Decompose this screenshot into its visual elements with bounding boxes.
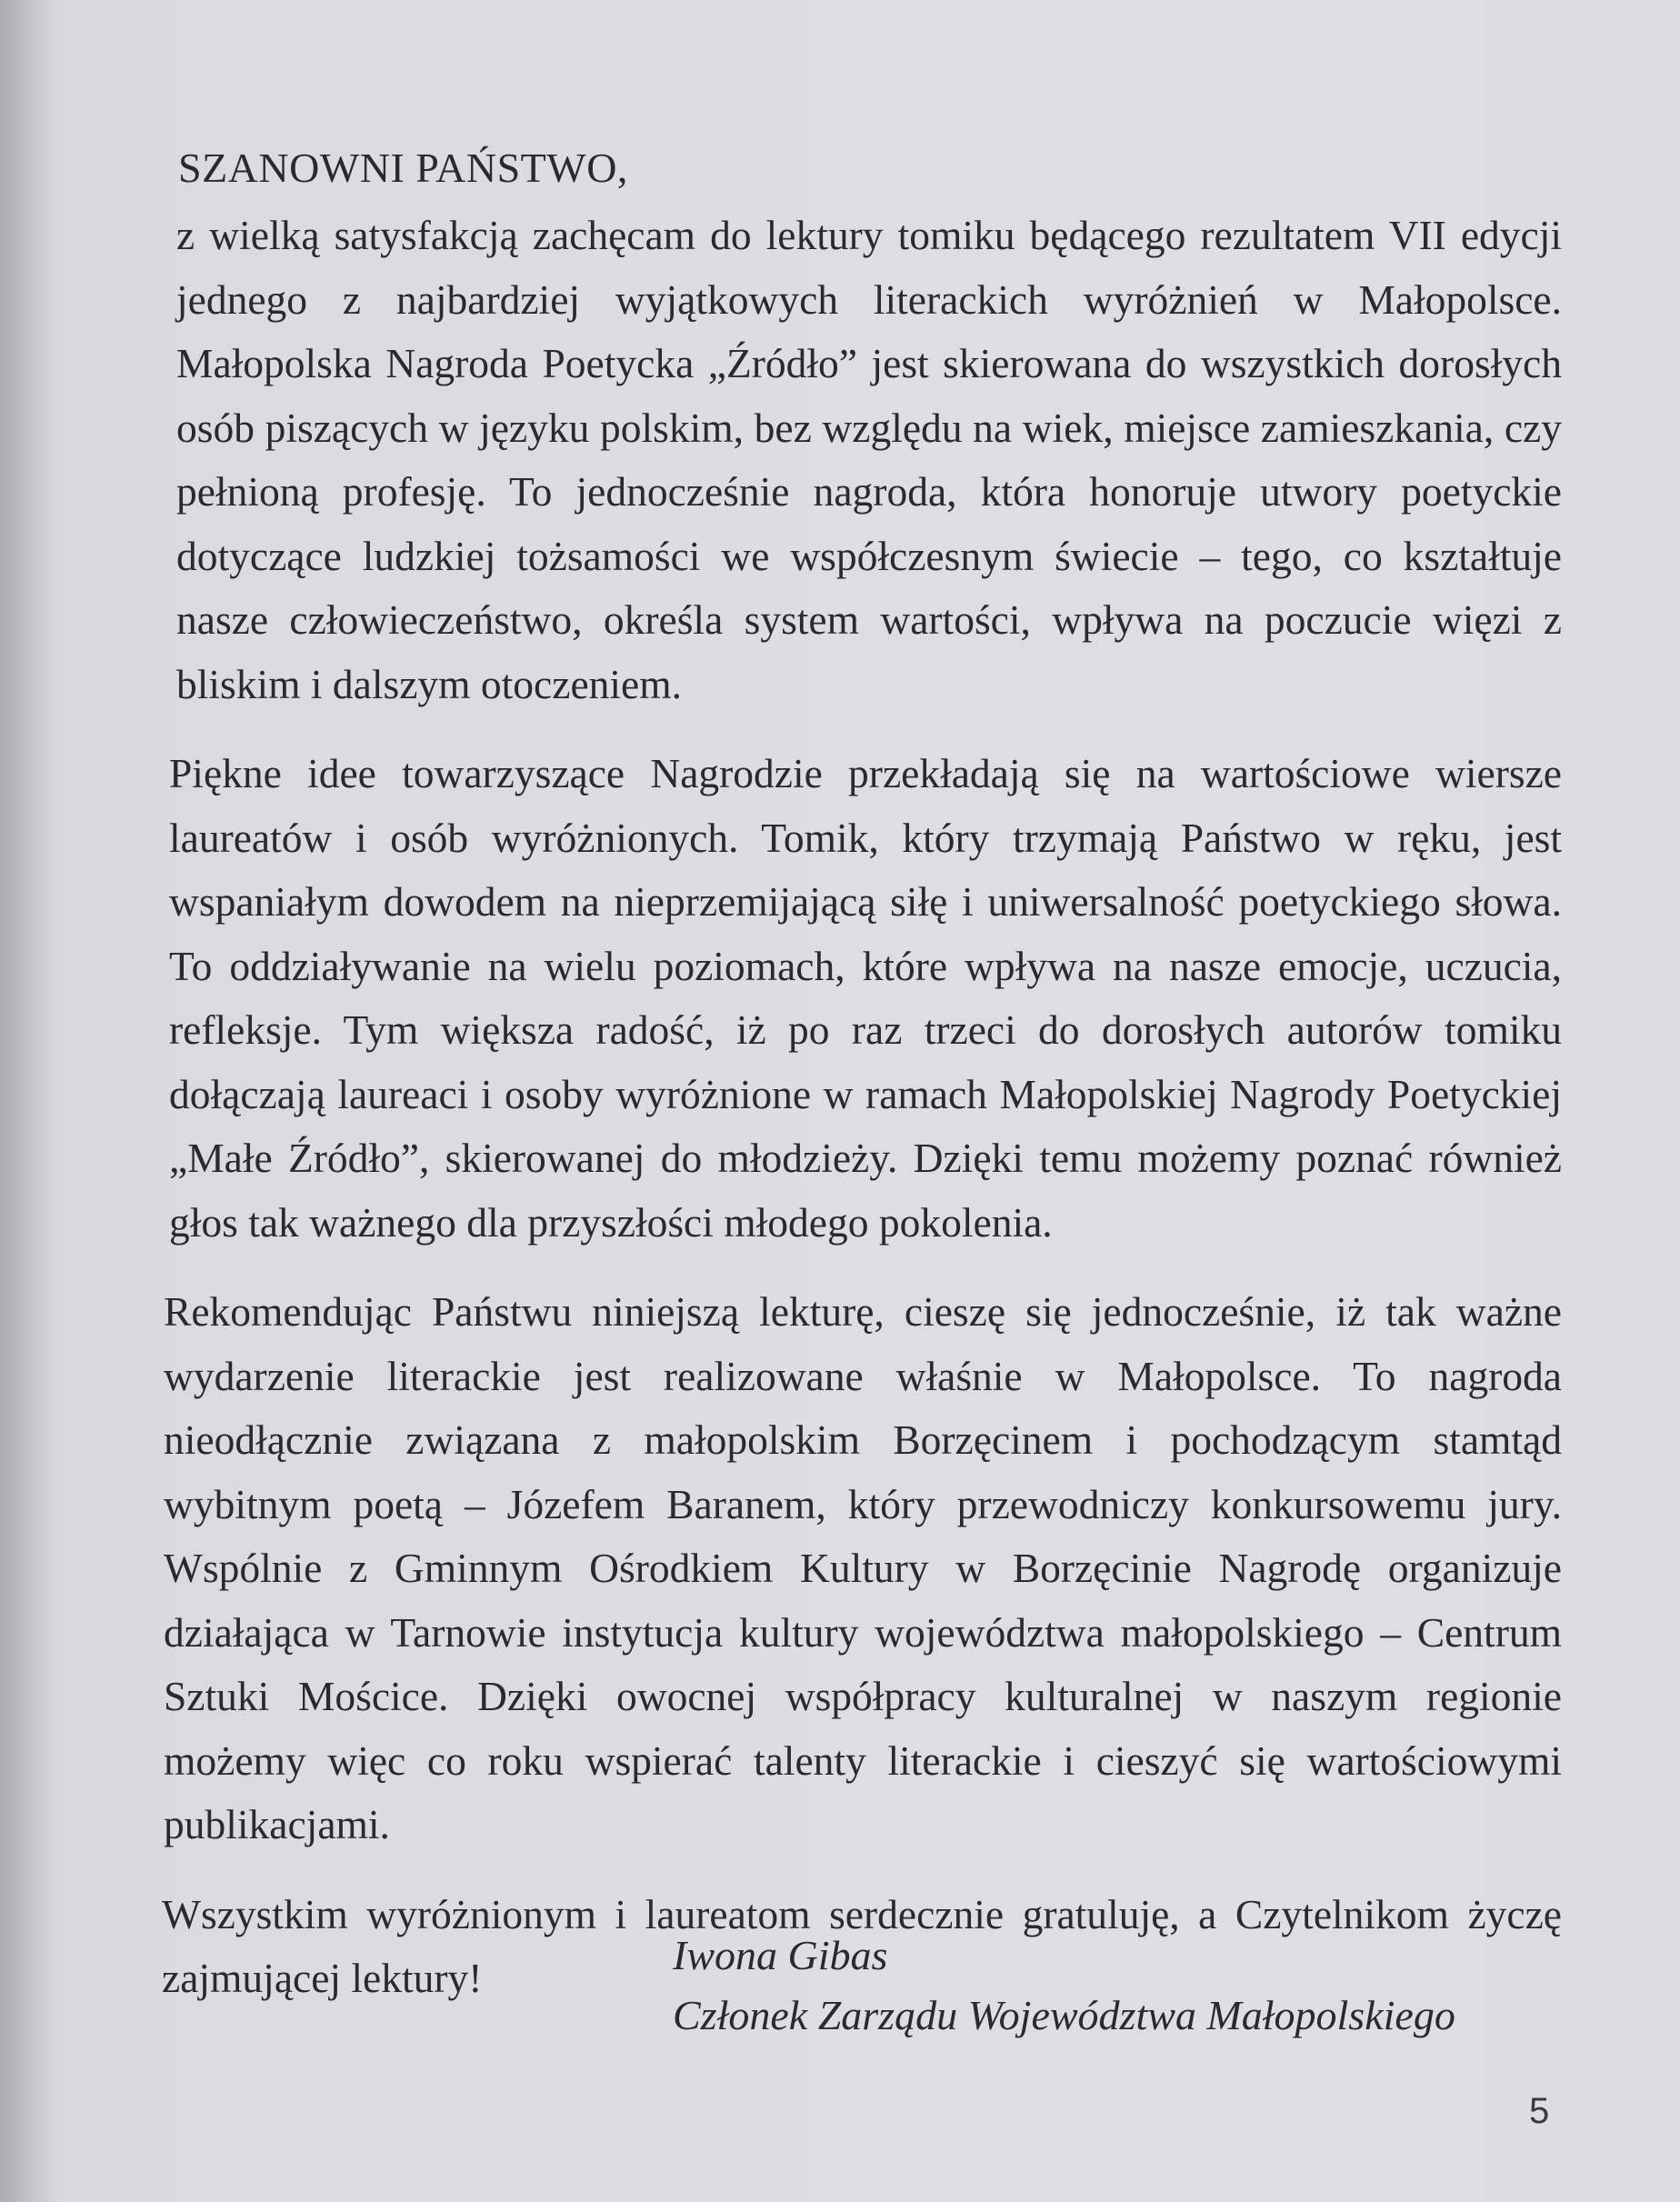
paragraph-2: Piękne idee towarzyszące Nagrodzie przekładają się na wartościowe wiersze laureatów i osób wyróżnionych. Tomik, który trzymają Państwo w ręku, jest wspaniałym dowodem na nieprzemijającą siłę i uniwersalność poetyckiego słowa. To oddziaływanie na wielu poziomach, które wpływa na nasze emocje, uczucia, refleksje. Tym większa radość, iż po raz trzeci do dorosłych autorów tomiku dołączają laureaci i osoby wyróżnione w ramach Małopolskiej Nagrody Poetyckiej „Małe Źródło”, skierowanej do młodzieży. Dzięki temu możemy poznać również głos tak ważnego dla przyszłości młodego pokolenia. bbox=[169, 750, 1562, 1246]
paragraph-4: Wszystkim wyróżnionym i laureatom serdecznie gratuluję, a Czytelnikom życzę zajmującej lektury! bbox=[162, 1890, 1562, 2001]
letter-body bbox=[162, 136, 1562, 2037]
paragraph-3: Rekomendując Państwu niniejszą lekturę, cieszę się jednocześnie, iż tak ważne wydarzenie literackie jest realizowane właśnie w Małopolsce. To nagroda nieodłącznie związana z małopolskim Borzęcinem i pochodzącym stamtąd wybitnym poetą – Józefem Baranem, który przewodniczy konkursowemu jury. Wspólnie z Gminnym Ośrodkiem Kultury w Borzęcinie Nagrodę organizuje działająca w Tarnowie instytucja kultury województwa małopolskiego – Centrum Sztuki Mościce. Dzięki owocnej współpracy kulturalnej w naszym regionie możemy więc co roku wspierać talenty literackie i cieszyć się wartościowymi publikacjami. bbox=[164, 1288, 1562, 1847]
page-gutter-shadow bbox=[0, 0, 55, 2202]
page-number: 5 bbox=[1529, 2091, 1550, 2131]
signature-block bbox=[673, 1926, 1455, 2046]
signature-name: Iwona Gibas bbox=[673, 1932, 888, 1978]
salutation: SZANOWNI PAŃSTWO, bbox=[178, 145, 628, 191]
signature-role: Członek Zarządu Województwa Małopolskiego bbox=[673, 1992, 1455, 2038]
paragraph-1: z wielką satysfakcją zachęcam do lektury tomiku będącego rezultatem VII edycji jednego z najbardziej wyjątkowych literackich wyróżnień w Małopolsce. Małopolska Nagroda Poetycka „Źródło” jest skierowana do wszystkich dorosłych osób piszących w języku polskim, bez względu na wiek, miejsce zamieszkania, czy pełnioną profesję. To jednocześnie nagroda, która honoruje utwory poetyckie dotyczące ludzkiej tożsamości we współczesnym świecie – tego, co kształtuje nasze człowieczeństwo, określa system wartości, wpływa na poczucie więzi z bliskim i dalszym otoczeniem. bbox=[176, 212, 1562, 707]
